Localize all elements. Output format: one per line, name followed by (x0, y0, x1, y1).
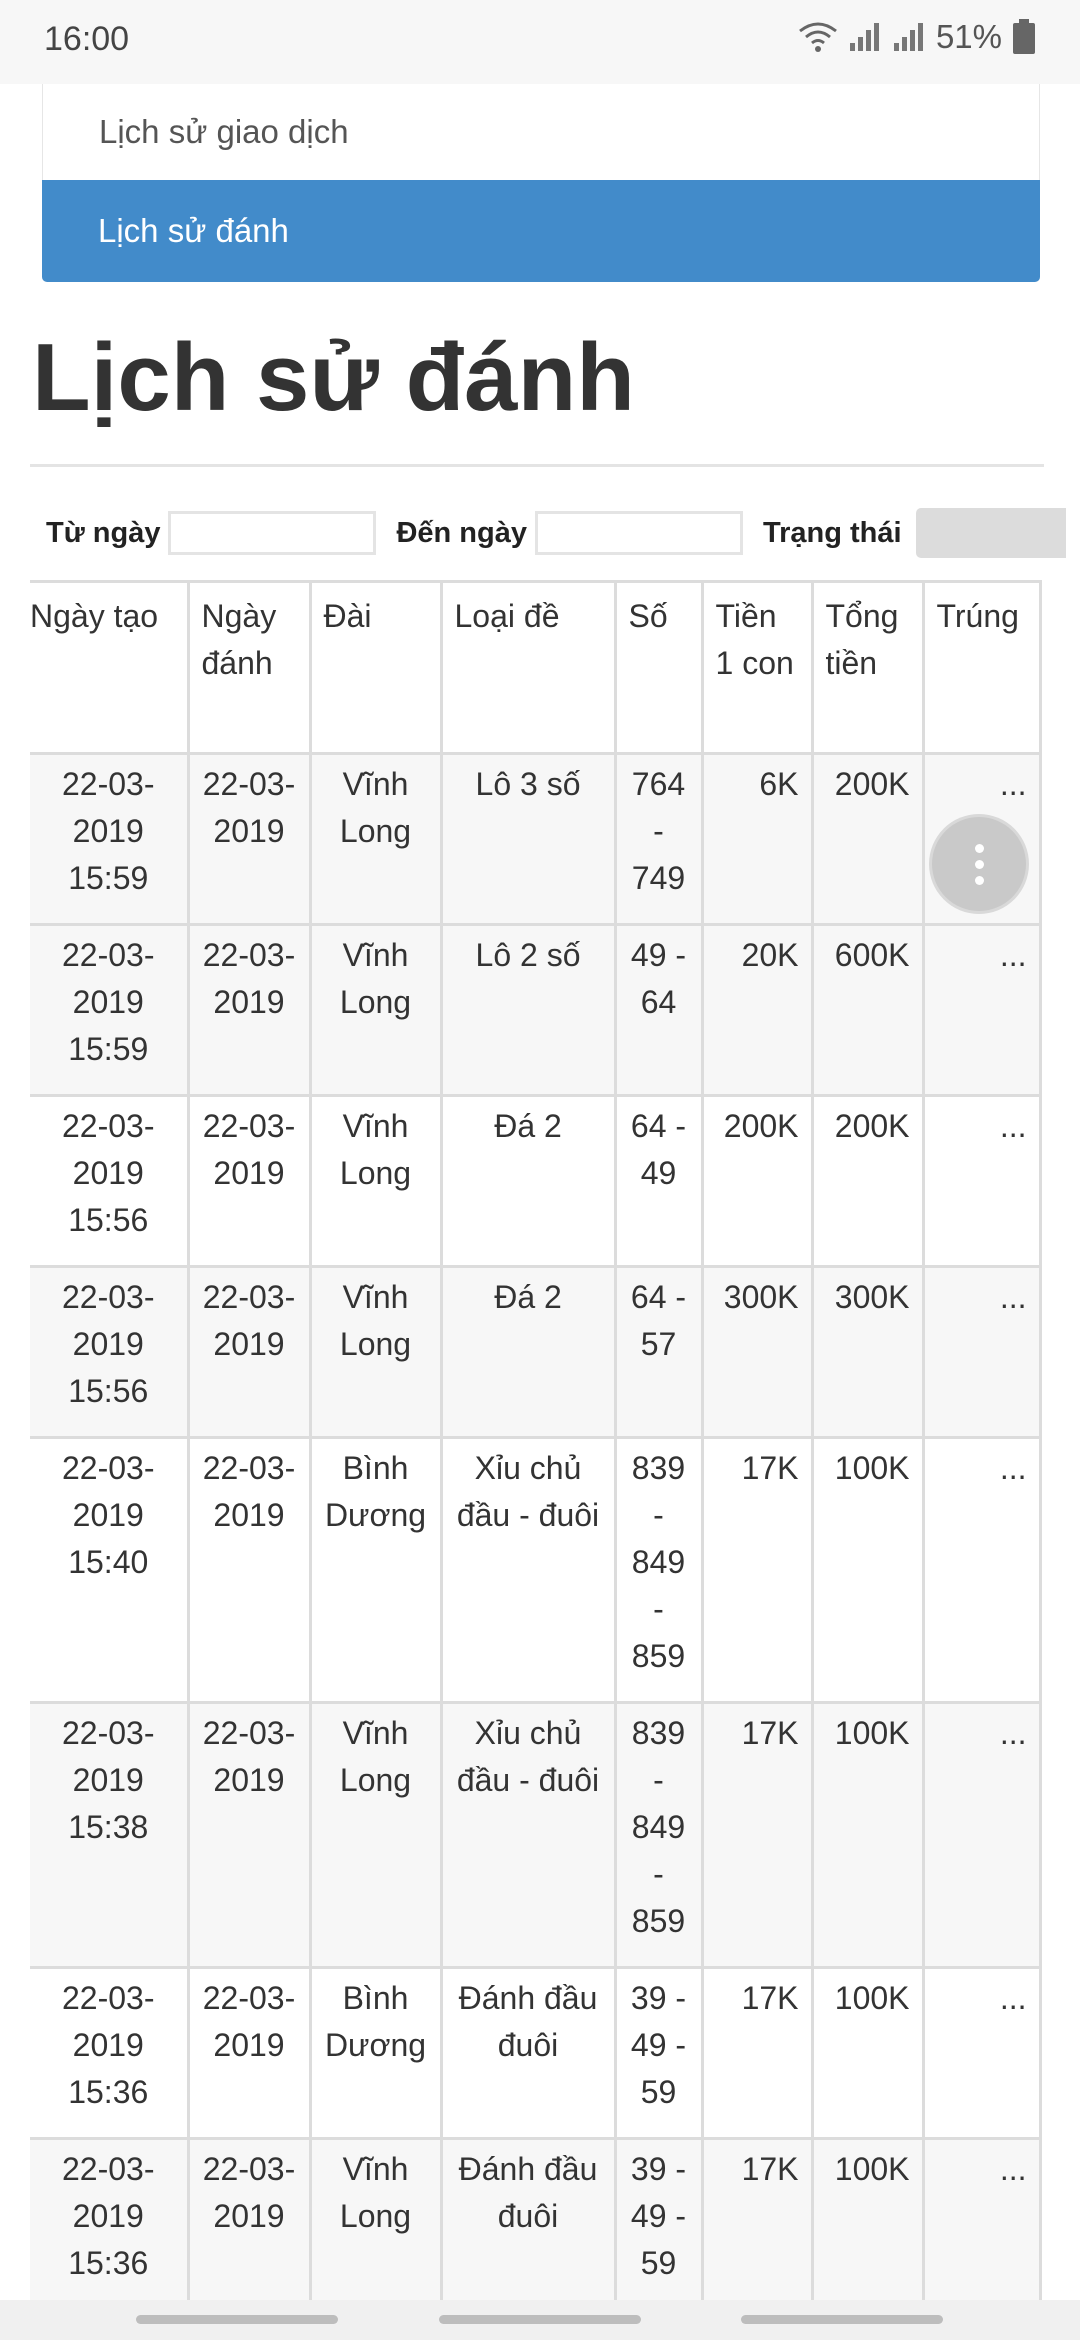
header-station: Đài (310, 582, 441, 754)
to-date-label: Đến ngày (396, 516, 527, 549)
cell-station: Vĩnh Long (310, 1267, 441, 1438)
cell-total: 600K (812, 925, 923, 1096)
cell-bet-date: 22-03-2019 (188, 925, 310, 1096)
cell-created: 22-03-2019 15:38 (30, 1703, 188, 1968)
cell-per-unit: 17K (702, 1438, 812, 1703)
cell-number: 39 - 49 - 59 (615, 1968, 702, 2139)
cell-win: ... (923, 2139, 1040, 2310)
cell-type: Xỉu chủ đầu - đuôi (441, 1703, 615, 1968)
cell-win: ... (923, 754, 1040, 925)
cell-created: 22-03-2019 15:56 (30, 1096, 188, 1267)
cell-total: 100K (812, 2139, 923, 2310)
cell-created: 22-03-2019 15:36 (30, 1968, 188, 2139)
cell-station: Vĩnh Long (310, 2139, 441, 2310)
system-nav-bar (0, 2300, 1080, 2340)
cell-created: 22-03-2019 15:40 (30, 1438, 188, 1703)
cell-win: ... (923, 1267, 1040, 1438)
cell-number: 839 - 849 - 859 (615, 1703, 702, 1968)
nav-handle-home[interactable] (439, 2315, 641, 2324)
table-row (30, 925, 1040, 1096)
cell-bet-date: 22-03-2019 (188, 754, 310, 925)
cell-number: 64 - 57 (615, 1267, 702, 1438)
cell-win: ... (923, 925, 1040, 1096)
cell-type: Đá 2 (441, 1096, 615, 1267)
cell-total: 200K (812, 1096, 923, 1267)
cell-per-unit: 17K (702, 2139, 812, 2310)
cell-win: ... (923, 1703, 1040, 1968)
signal-icon (848, 21, 882, 53)
cell-number: 39 - 49 - 59 (615, 2139, 702, 2310)
status-label: Trạng thái (763, 516, 902, 549)
cell-per-unit: 17K (702, 1968, 812, 2139)
cell-type: Lô 3 số (441, 754, 615, 925)
status-select[interactable] (916, 508, 1066, 558)
cell-win: ... (923, 1968, 1040, 2139)
header-total: Tổng tiền (812, 582, 923, 754)
table-row (30, 1267, 1040, 1438)
cell-created: 22-03-2019 15:59 (30, 754, 188, 925)
battery-percent: 51% (935, 18, 1002, 55)
header-win: Trúng (923, 582, 1040, 754)
table-row (30, 1968, 1040, 2139)
cell-bet-date: 22-03-2019 (188, 1438, 310, 1703)
cell-station: Vĩnh Long (310, 925, 441, 1096)
cell-type: Đá 2 (441, 1267, 615, 1438)
from-date-label: Từ ngày (46, 516, 161, 549)
header-number: Số (615, 582, 702, 754)
table-row (30, 1438, 1040, 1703)
cell-number: 764 - 749 (615, 754, 702, 925)
status-bar (0, 0, 1080, 84)
cell-per-unit: 20K (702, 925, 812, 1096)
table-row (30, 754, 1040, 925)
nav-item-label: Lịch sử giao dịch (99, 113, 349, 150)
cell-created: 22-03-2019 15:59 (30, 925, 188, 1096)
status-icons (798, 18, 1036, 56)
cell-station: Vĩnh Long (310, 1096, 441, 1267)
cell-total: 100K (812, 1968, 923, 2139)
cell-bet-date: 22-03-2019 (188, 1968, 310, 2139)
cell-bet-date: 22-03-2019 (188, 1096, 310, 1267)
wifi-icon (798, 21, 838, 53)
cell-win: ... (923, 1438, 1040, 1703)
cell-bet-date: 22-03-2019 (188, 2139, 310, 2310)
from-date-input[interactable] (168, 511, 376, 555)
bet-history-table-wrap (30, 580, 1040, 2311)
cell-total: 100K (812, 1438, 923, 1703)
more-options-button[interactable] (932, 817, 1026, 911)
cell-number: 49 - 64 (615, 925, 702, 1096)
page-title: Lịch sử đánh (32, 324, 635, 431)
cell-created: 22-03-2019 15:36 (30, 2139, 188, 2310)
cell-total: 200K (812, 754, 923, 925)
cell-per-unit: 200K (702, 1096, 812, 1267)
cell-type: Đánh đầu đuôi (441, 2139, 615, 2310)
cell-station: Vĩnh Long (310, 1703, 441, 1968)
table-header-row (30, 582, 1040, 754)
nav-item-transaction-history[interactable] (42, 84, 1040, 180)
header-bet-date: Ngày đánh (188, 582, 310, 754)
header-created: Ngày tạo (30, 582, 188, 754)
table-row (30, 2139, 1040, 2310)
cell-win: ... (923, 1096, 1040, 1267)
cell-type: Lô 2 số (441, 925, 615, 1096)
bet-history-table (30, 580, 1042, 2311)
signal-icon-2 (892, 21, 926, 53)
to-date-input[interactable] (535, 511, 743, 555)
nav-handle-recents[interactable] (741, 2315, 943, 2324)
cell-per-unit: 6K (702, 754, 812, 925)
more-vertical-icon (975, 844, 984, 885)
cell-created: 22-03-2019 15:56 (30, 1267, 188, 1438)
cell-total: 300K (812, 1267, 923, 1438)
cell-station: Vĩnh Long (310, 754, 441, 925)
cell-per-unit: 300K (702, 1267, 812, 1438)
cell-bet-date: 22-03-2019 (188, 1267, 310, 1438)
nav-menu (42, 84, 1040, 282)
cell-type: Đánh đầu đuôi (441, 1968, 615, 2139)
nav-item-bet-history[interactable] (42, 180, 1040, 282)
cell-station: Bình Dương (310, 1438, 441, 1703)
cell-number: 64 - 49 (615, 1096, 702, 1267)
cell-bet-date: 22-03-2019 (188, 1703, 310, 1968)
cell-station: Bình Dương (310, 1968, 441, 2139)
table-row (30, 1096, 1040, 1267)
filter-row (30, 508, 1080, 558)
nav-handle-back[interactable] (136, 2315, 338, 2324)
header-type: Loại đề (441, 582, 615, 754)
title-divider (30, 464, 1044, 467)
status-time: 16:00 (44, 20, 130, 58)
cell-total: 100K (812, 1703, 923, 1968)
nav-item-label: Lịch sử đánh (98, 212, 289, 249)
cell-per-unit: 17K (702, 1703, 812, 1968)
battery-icon (1012, 19, 1036, 55)
table-row (30, 1703, 1040, 1968)
cell-number: 839 - 849 - 859 (615, 1438, 702, 1703)
header-per-unit: Tiền 1 con (702, 582, 812, 754)
cell-type: Xỉu chủ đầu - đuôi (441, 1438, 615, 1703)
